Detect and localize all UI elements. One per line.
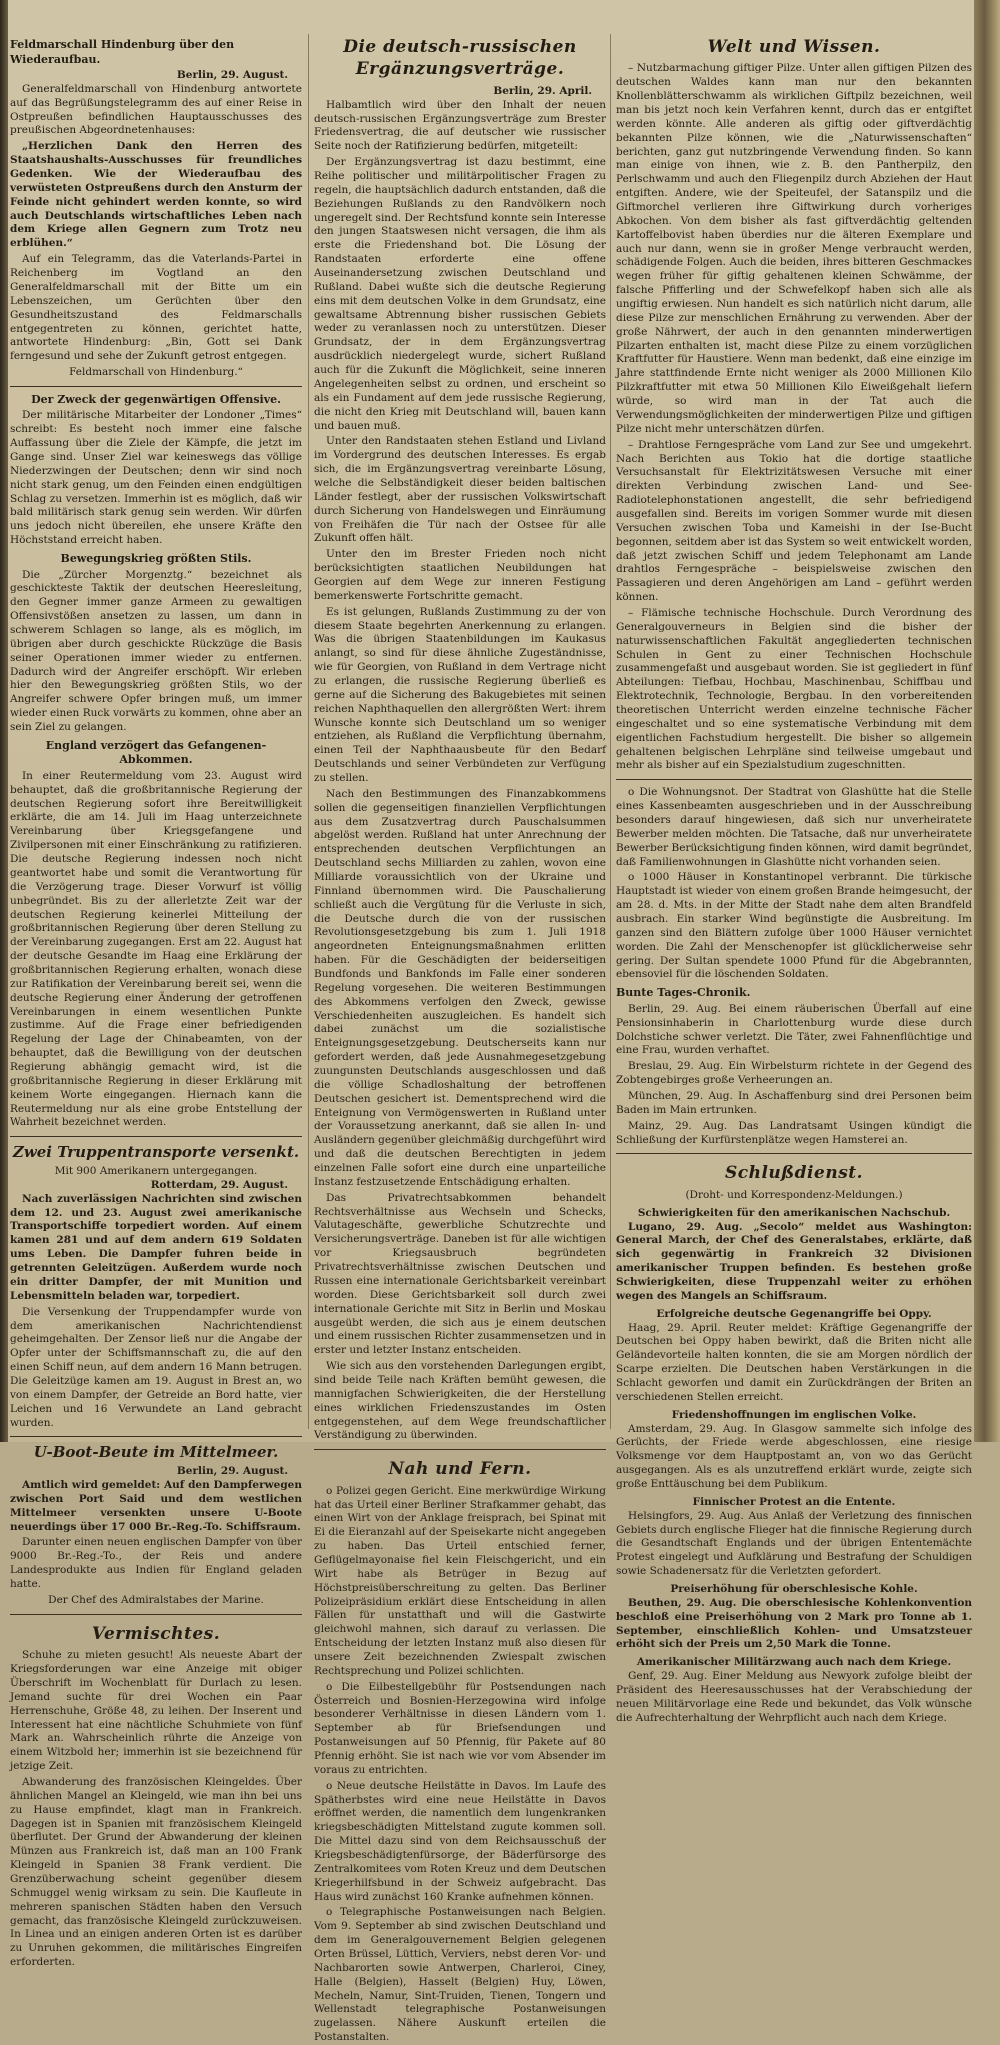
divider: [10, 1436, 302, 1437]
gefangenen-headline: England verzögert das Gefangenen-Abkommen.: [45, 738, 267, 767]
gefangenen-p1: In einer Reutermeldung vom 23. August wird behauptet, daß die großbritannische Regierung der deutschen Regierung sofort ihre Bereitwilligkeit erklärte, die am 14. Juli im Haag unterzeichnete Vereinbarung über Kriegsgefangene und Zivilpersonen mit einer Einschränkung zu ratifizieren. Die deutsche Regierung indessen noch nicht geantwortet habe und somit die Verantwortung für die Verzögerung trage. Dieser Vorwurf ist völlig unbegründet. Bis zu der allerletzte Zeit war der deutschen Regierung keinerlei Mitteilung der großbritannischen Regierung über deren Stellung zu der Vereinbarung zugegangen. Erst am 22. August hat der deutsche Gesandte im Haag eine Erklärung der großbritannischen Regierung erhalten, wonach diese zur Ratifikation der Vereinbarung bereit sei, wenn die deutsche Regierung einer Änderung der getroffenen Vereinbarungen in einem wesentlichen Punkte zustimme. Auf die Frage einer befriedigenden Regelung der Lage der Chinabeamten, von der behauptet, daß die Bewilligung von der deutschen Regierung abhängig gemacht wird, ist die großbritannische Regierung in dieser Erklärung mit keinem Worte eingegangen. Hiernach kann die Reutermeldung nur als eine grobe Entstellung der Wahrheit bezeichnet werden.: [10, 769, 302, 1129]
nahfern-headline: Nah und Fern.: [388, 1459, 532, 1480]
divider: [10, 1136, 302, 1137]
nahfern-p2: o Die Eilbestellgebühr für Postsendungen nach Österreich und Bosnien-Herzegowina wird infolge besonderer Verhältnisse in diesen Ländern vom 1. September ab für Briefsendungen und Postanweisungen auf 50 Pfennig, für Pakete auf 80 Pfennig erhöht. Sie ist nach wie vor vom Absender im voraus zu entrichten.: [314, 1680, 606, 1776]
divider: [10, 386, 302, 387]
hindenburg-dateline: Berlin, 29. August.: [176, 69, 288, 82]
welt-p1: – Nutzbarmachung giftiger Pilze. Unter allen giftigen Pilzen des deutschen Waldes kann man nur den bekannten Knollenblätterschwamm als wirklichen Giftpilz bezeichnen, weil man bis jetzt noch kein Verfahren kennt, durch das er entgiftet werden könnte. Alle anderen als giftig oder giftverdächtig bekannten Pilze können, wie die „Naturwissenschaften“ berichten, ganz gut nutzbringende Verwendung finden. So kann man einige von ihnen, wie z. B. den Pantherpilz, den Perlschwamm und auch den Fliegenpilz durch Abziehen der Haut entgiften. Andere, wie der Speiteufel, der Satanspilz und die Giftmorchel verlieren ihre Giftwirkung durch vorheriges Abkochen. Von dem bisher als fast giftverdächtig geltenden Kartoffelbovist haben überdies nur die älteren Exemplare und auch nur dann, wenn sie in großer Menge verbraucht werden, schädigende Folgen. Auch die beiden, ihres bitteren Geschmackes wegen früher für giftig gehaltenen kleinen Schwämme, der falsche Pfifferling und der Schwefelkopf haben sich alle als ungiftig erwiesen. Nun handelt es sich natürlich nicht darum, alle diese Pilze zur menschlichen Ernährung zu verwenden. Aber der große Nährwert, der auch in den genannten minderwertigen Pilzarten enthalten ist, macht diese Pilze zu einem vorzüglichen Kraftfutter für Haustiere. Wenn man bedenkt, daß eine einzige im Jahre stattfindende Ernte nicht weniger als 2000 Millionen Kilo Pilzkraftfutter mit etwa 50 Millionen Kilo Eiweißgehalt liefern würde, so wird man in der Tat auch die Verwendungsmöglichkeiten der minderwertigen Pilze und giftigen Pilze nicht mehr unterschätzen dürfen.: [616, 62, 972, 435]
wohnung-p2: o 1000 Häuser in Konstantinopel verbrannt. Die türkische Hauptstadt ist wieder von einem großen Brande heimgesucht, der am 28. d. Mts. in der Mitte der Stadt nahe dem alten Brandfeld ausbrach. Ein starker Wind begünstigte die Ausbreitung. Im ganzen sind den Blättern zufolge über 1000 Häuser vernichtet worden. Die Zahl der Menschenopfer ist glücklicherweise sehr gering. Der Sultan spendete 1000 Pfund für die Abgebrannten, ebensoviel für die löschenden Soldaten.: [616, 871, 972, 981]
truppen-p1: Nach zuverlässigen Nachrichten sind zwischen dem 12. und 23. August zwei amerikanische Transportschiffe torpediert worden. Auf einem kamen 281 und auf dem andern 619 Soldaten ums Leben. Die Dampfer fuhren beide in getrennten Geleitzügen. Außerdem wurde noch ein dritter Dampfer, der mit Munition und Lebensmitteln beladen war, torpediert.: [10, 1192, 302, 1302]
vertraege-p8: Wie sich aus den vorstehenden Darlegungen ergibt, sind beide Teile nach Kräften bemüht gewesen, die mannigfachen Schwierigkeiten, die der Herstellung eines wirklichen Friedenszustandes im Osten entgegenstehen, auf dem Wege freundschaftlicher Verständigung zu überwinden.: [314, 1360, 606, 1442]
divider: [616, 779, 972, 780]
welt-p3: – Flämische technische Hochschule. Durch Verordnung des Generalgouverneurs in Belgien sind die bisher der naturwissenschaftlichen Fakultät angegliederten technischen Schulen in Gent zu einer Technischen Hochschule zusammengefaßt und ausgebaut worden. Sie ist gegliedert in fünf Abteilungen: Tiefbau, Hochbau, Maschinenbau, Schiffbau und Elektrotechnik, Technologie, Bergbau. In den vorbereitenden theoretischen Unterricht werden einzelne technische Fächer eingeschaltet und so eine systematische Verbindung mit dem eigentlichen Fachstudium hergestellt. Die bisher so allgemein gehaltenen belgischen Lehrpläne sind teilweise umgebaut und mehr als bisher auf ein Spezialstudium zugeschnitten.: [616, 606, 972, 772]
chronik-p4: Mainz, 29. Aug. Das Landratsamt Usingen kündigt die Schließung der Kurfürstenplätze wegen Hamsterei an.: [616, 1119, 972, 1146]
uboot-p1: Amtlich wird gemeldet: Auf den Dampferwegen zwischen Port Said und dem westlichen Mittelmeer versenkten unsere U-Boote neuerdings über 17 000 Br.-Reg.-To. Schiffsraum.: [10, 1479, 302, 1533]
schluss-p6: Genf, 29. Aug. Einer Meldung aus Newyork zufolge bleibt der Präsident des Heeresausschusses hat der Verabschiedung der neuen Militärvorlage eine Rede und bekundet, das Volk wünsche die Aufrechterhaltung der Wehrpflicht auch nach dem Kriege.: [616, 1670, 972, 1724]
schluss-h2: Erfolgreiche deutsche Gegenangriffe bei Oppy.: [656, 1307, 932, 1320]
vertraege-p4: Unter den im Brester Frieden noch nicht berücksichtigten staatlichen Neubildungen hat Georgien auf dem Wege zur inneren Festigung bemerkenswerte Fortschritte gemacht.: [314, 548, 606, 602]
column-2: [314, 34, 606, 2044]
column-rule-1: [308, 34, 309, 1429]
truppen-headline: Zwei Truppentransporte versenkt.: [12, 1143, 300, 1162]
column-rule-2: [610, 34, 611, 1429]
divider: [314, 1449, 606, 1450]
schluss-p1: Lugano, 29. Aug. „Secolo“ meldet aus Washington: General March, der Chef des Generalstabes, erklärte, daß sich gegenwärtig in Frankreich 32 Divisionen amerikanischer Truppen befinden. Es bestehen große Schwierigkeiten, diese Truppenzahl weiter zu erhöhen wegen des Mangels an Schiffsraum.: [616, 1220, 972, 1302]
column-3: [616, 34, 972, 1724]
bewegungskrieg-p1: Die „Zürcher Morgenztg.“ bezeichnet als geschickteste Taktik der deutschen Heeresleitung, den Gegner immer ganze Armeen zu gewaltigen Offensivstößen ansetzen zu lassen, um dann in schwerem Schlagen so lange, als es möglich, im übrigen aber durch geschickte Rückzüge die Basis seiner Operationen immer wieder zu entfernen. Dadurch wird der Angreifer erschöpft. Wir erleben hier den Bewegungskrieg größten Stils, wo der Angreifer schwere Opfer bringen muß, um immer wieder einen Ruck vorwärts zu kommen, ohne aber an sein Ziel zu gelangen.: [10, 568, 302, 734]
vertraege-headline: Die deutsch-russischen Ergänzungsverträge.: [343, 37, 577, 80]
wohnung-p1: o Die Wohnungsnot. Der Stadtrat von Glashütte hat die Stelle eines Kassenbeamten ausgeschrieben und in der Ausschreibung besonders darauf hingewiesen, daß sich nur unverheiratete Bewerber melden möchten. Die Tatsache, daß nur unverheiratete Bewerber Berücksichtigung finden können, wird damit begründet, daß Familienwohnungen in Glashütte nicht vorhanden seien.: [616, 786, 972, 868]
vermischtes-p1: Schuhe zu mieten gesucht! Als neueste Abart der Kriegsforderungen war eine Anzeige mit obiger Überschrift im Wochenblatt für Durlach zu lesen. Jemand suchte für drei Wochen ein Paar Herrenschuhe, Größe 48, zu leihen. Der Inserent und Interessent hat eine nächtliche Schuhmiete von fünf Mark an. Wahrscheinlich rührte die Anzeige von einem Witzbold her; immerhin ist sie bezeichnend für jetzige Zeit.: [10, 1649, 302, 1773]
schluss-h6: Amerikanischer Militärzwang auch nach dem Kriege.: [636, 1656, 952, 1669]
nahfern-p4: o Telegraphische Postanweisungen nach Belgien. Vom 9. September ab sind zwischen Deutschland und dem im Generalgouvernement Belgien gelegenen Orten Brüssel, Lüttich, Verviers, nebst deren Vor- und Nachbarorten sowie Antwerpen, Charleroi, Ciney, Halle (Belgien), Hasselt (Belgien) Huy, Löwen, Mecheln, Namur, Sint-Truiden, Tienen, Tongern und Wellenstadt telegraphische Postanweisungen zugelassen. Nähere Auskunft erteilen die Postanstalten.: [314, 1906, 606, 2044]
column-1: [10, 34, 302, 1969]
truppen-subheadline: Mit 900 Amerikanern untergegangen.: [54, 1165, 258, 1178]
schluss-p3: Amsterdam, 29. Aug. In Glasgow sammelte sich infolge des Gerüchts, der Friede werde abgeschlossen, eine riesige Volksmenge vor dem Hauptpostamt an, von wo das Gerücht ausgegangen. Als es als unzutreffend erklärt wurde, zeigte sich große Enttäuschung bei dem Publikum.: [616, 1422, 972, 1491]
vertraege-p2: Der Ergänzungsvertrag ist dazu bestimmt, eine Reihe politischer und militärpolitischer Fragen zu regeln, die hauptsächlich dadurch entstanden, daß die Beziehungen Rußlands zu den Randvölkern noch ungeregelt sind. Der Rechtsfund konnte sein Interesse den jungen Staatswesen nicht versagen, die ihm als erste die Friedenshand bot. Die Lösung der Randstaaten erforderte eine offene Auseinandersetzung zwischen Deutschland und Rußland. Dabei wußte sich die deutsche Regierung eins mit dem deutschen Volke in dem Grundsatz, eine gewaltsame Abtrennung bisher russischen Gebiets weder zu veranlassen noch zu unterstützen. Dieser Grundsatz, der in dem Ergänzungsvertrag ausdrücklich niedergelegt wurde, sichert Rußland auch für die Zukunft die Möglichkeit, seine inneren Angelegenheiten selbst zu ordnen, und erscheint so als ein Fundament auf dem jede russische Regierung, die nicht den Krieg mit Deutschland will, bauen kann und bauen muß.: [314, 156, 606, 432]
page-right-edge: [974, 0, 1000, 1442]
offensive-p1: Der militärische Mitarbeiter der Londoner „Times“ schreibt: Es besteht noch immer eine falsche Auffassung über die Ziele der Kämpfe, die jetzt im Gange sind. Unser Ziel war keineswegs das völlige Niederzwingen der Deutschen; denn wir sind noch nicht stark genug, um den Feinden einen endgültigen Schlag zu versetzen. Immerhin ist es möglich, daß wir bald militärisch stark genug sein werden. Wir dürfen uns jedoch nicht übereilen, ehe unsere Kräfte den Höchststand erreicht haben.: [10, 409, 302, 547]
vermischtes-headline: Vermischtes.: [91, 1623, 221, 1644]
schluss-h4: Finnischer Protest an die Entente.: [692, 1495, 896, 1508]
uboot-p2: Darunter einen neuen englischen Dampfer von über 9000 Br.-Reg.-To., der Reis und andere Landesprodukte aus Indien für England geladen hatte.: [10, 1536, 302, 1591]
hindenburg-p2: „Herzlichen Dank den Herren des Staatshaushalts-Ausschusses für freundliches Gedenken. Wie der Wiederaufbau des verwüsteten Ostpreußens durch den Ansturm der Feinde nicht gehindert werden konnte, so wird auch Deutschlands wirtschaftliches Leben nach dem Kriege allen Gegnern zum Trotz neu erblühen.“: [10, 140, 302, 250]
chronik-p2: Breslau, 29. Aug. Ein Wirbelsturm richtete in der Gegend des Zobtengebirges große Verheerungen an.: [616, 1060, 972, 1087]
bewegungskrieg-headline: Bewegungskrieg größten Stils.: [60, 552, 252, 566]
truppen-dateline: Rotterdam, 29. August.: [150, 1178, 288, 1191]
schluss-h5: Preiserhöhung für oberschlesische Kohle.: [670, 1583, 918, 1596]
page-left-edge: [0, 0, 8, 1442]
uboot-signature: Der Chef des Admiralstabes der Marine.: [48, 1593, 264, 1606]
vertraege-p3: Unter den Randstaaten stehen Estland und Livland im Vordergrund des deutschen Interesses. Es ergab sich, die im Ergänzungsvertrag vereinbarte Lösung, welche die Selbständigkeit dieser beiden baltischen Länder festlegt, aber der russischen Volkswirtschaft durch Sicherung von Handelswegen und Einräumung von Freihäfen die Tür nach der Ostsee für alle Zukunft offen hält.: [314, 435, 606, 545]
vertraege-p5: Es ist gelungen, Rußlands Zustimmung zu der von diesem Staate begehrten Anerkennung zu erlangen. Was die übrigen Staatenbildungen im Kaukasus anlangt, so sind für diese ähnliche Zugeständnisse, wie für Georgien, von Rußland in dem Vertrage nicht zu erlangen, die russische Regierung überließ es gerne auf die Sicherung des Bakugebietes mit seinen reichen Naphthaquellen den allergrößten Wert: ihrem Wunsche konnte sich Deutschland um so weniger entziehen, als Rußland die Verpflichtung übernahm, einen Teil der Naphthaausbeute für den Bedarf Deutschlands und seiner Verbündeten zur Verfügung zu stellen.: [314, 605, 606, 784]
welt-p2: – Drahtlose Ferngespräche vom Land zur See und umgekehrt. Nach Berichten aus Tokio hat die dortige staatliche Versuchsanstalt für Elektrizitätswesen Versuche mit einer direkten Verbindung zwischen Land- und See-Radiotelephonstationen angestellt, die sehr befriedigend ausgefallen sind. Bereits im vorigen Sommer wurde mit diesen Versuchen zwischen Toba und Kameishi in der Ise-Bucht begonnen, seitdem aber ist das System so weit entwickelt worden, daß jetzt zwischen Schiff und jedem Telephonamt am Lande drahtlos Ferngespräche – beispielsweise zwischen den Passagieren und deren Angehörigen am Land – geführt werden können.: [616, 438, 972, 604]
hindenburg-p3: Auf ein Telegramm, das die Vaterlands-Partei in Reichenberg im Vogtland an den Generalfeldmarschall mit der Bitte um ein Lebenszeichen, um Gerüchten über den Gesundheitszustand des Feldmarschalls entgegentreten zu können, gerichtet hatte, antwortete Hindenburg: „Bin, Gott sei Dank ferngesund und sehe der Zukunft getrost entgegen.: [10, 253, 302, 363]
divider: [10, 1614, 302, 1615]
schluss-h3: Friedenshoffnungen im englischen Volke.: [671, 1408, 917, 1421]
welt-headline: Welt und Wissen.: [707, 37, 881, 57]
uboot-dateline: Berlin, 29. August.: [176, 1465, 288, 1478]
schluss-h1: Schwierigkeiten für den amerikanischen Nachschub.: [637, 1206, 951, 1219]
vertraege-p1: Halbamtlich wird über den Inhalt der neuen deutsch-russischen Ergänzungsverträge zum Brester Friedensvertrag, die auf deutscher wie russischer Seite noch der Ratifizierung bedürfen, mitgeteilt:: [314, 98, 606, 153]
vertraege-p7: Das Privatrechtsabkommen behandelt Rechtsverhältnisse aus Wechseln und Schecks, Valutageschäfte, gewerbliche Schutzrechte und Versicherungsverträge. Daneben ist für alle wichtigen vor Kriegsausbruch begründeten Privatrechtsverhältnisse zwischen Deutschen und Russen eine internationale Gerichtsbarkeit vereinbart worden. Diese Gerichtsbarkeit soll durch zwei internationale Gerichte mit Sitz in Berlin und Moskau ausgeübt werden, die sich aus je einem deutschen und einem russischen Richter zusammensetzen und in erster und letzter Instanz entscheiden.: [314, 1191, 606, 1357]
vermischtes-p2: Abwanderung des französischen Kleingeldes. Über ähnlichen Mangel an Kleingeld, wie man ihn bei uns zu Hause empfindet, klagt man in Frankreich. Dagegen ist in Spanien mit französischem Kleingeld überflutet. Der Grund der Abwanderung der kleinen Münzen aus Frankreich ist, daß man an 100 Frank Kleingeld in Spanien 38 Frank verdient. Die Grenzüberwachung scheint gegenüber diesem Schmuggel wenig wirksam zu sein. Die Kaufleute in mehreren spanischen Städten haben den Versuch gemacht, das französische Kleingeld zurückzuweisen. In Linea und an einigen anderen Orten ist es darüber zu Unruhen gekommen, die militärisches Eingreifen erforderten.: [10, 1775, 302, 1969]
vertraege-dateline: Berlin, 29. April.: [493, 84, 592, 97]
schluss-p5: Beuthen, 29. Aug. Die oberschlesische Kohlenkonvention beschloß eine Preiserhöhung von 2 Mark pro Tonne ab 1. September, einschließlich Kohlen- und Umsatzsteuer erhöht sich der Preis um 2,50 Mark die Tonne.: [616, 1596, 972, 1651]
schluss-headline: Schlußdienst.: [724, 1163, 864, 1184]
nahfern-p3: o Neue deutsche Heilstätte in Davos. Im Laufe des Spätherbstes wird eine neue Heilstätte in Davos eröffnet werden, die namentlich dem lungenkranken kriegsbeschädigten Mittelstand zugute kommen soll. Die Mittel dazu sind von dem Reichsausschuß der Kriegsbeschädigtenfürsorge, der Bäderfürsorge des Zentralkomitees vom Roten Kreuz und dem Deutschen Kriegerhilfsbund in der Schweiz aufgebracht. Das Haus wird zunächst 160 Kranke aufnehmen können.: [314, 1779, 606, 1903]
hindenburg-p1: Generalfeldmarschall von Hindenburg antwortete auf das Begrüßungstelegramm des auf einer Reise in Ostpreußen befindlichen Hauptausschusses des preußischen Abgeordnetenhauses:: [10, 82, 302, 137]
uboot-headline: U-Boot-Beute im Mittelmeer.: [33, 1443, 279, 1462]
hindenburg-signature: Feldmarschall von Hindenburg.“: [69, 366, 243, 379]
vertraege-p6: Nach den Bestimmungen des Finanzabkommens sollen die gegenseitigen finanziellen Verpflichtungen aus dem Zusatzvertrag durch Pauschalsummen abgelöst werden. Rußland hat unter Anrechnung der entsprechenden deutschen Verpflichtungen an Deutschland sechs Milliarden zu zahlen, wovon eine Milliarde voraussichtlich von der Ukraine und Finnland übernommen wird. Die Pauschalierung schließt auch die Vergütung für die Verluste in sich, die Deutsche durch die von der russischen Revolutionsgesetzgebung bis zum 1. Juli 1918 angeordneten Enteignungsmaßnahmen erlitten haben. Für die Geschädigten der beiderseitigen Bundfonds und Bankfonds im Falle einer sonderen Regelung vorgesehen. Die weiteren Bestimmungen des Abkommens verfolgen den Zweck, gewisse Verschiedenheiten auszugleichen. Es handelt sich dabei zunächst um die sozialistische Enteignungsgesetzgebung. Deutscherseits kann nur gefordert werden, daß jede Ausnahmegesetzgebung zuungunsten Deutschlands ausgeschlossen und daß die völlige Schadloshaltung der betroffenen Deutschen gesichert ist. Dementsprechend wird die Enteignung von Vermögenswerten in Rußland unter der Voraussetzung anerkannt, daß sie allen In- und Ausländern gegenüber gleichmäßig durchgeführt wird und daß die deutschen Berechtigten in jedem einzelnen Falle sofort eine durch eine unparteiliche Instanz festzusetzende Entschädigung erhalten.: [314, 787, 606, 1188]
hindenburg-headline: Feldmarschall Hindenburg über den Wiederaufbau.: [10, 38, 235, 66]
divider: [616, 1153, 972, 1154]
chronik-p1: Berlin, 29. Aug. Bei einem räuberischen Überfall auf eine Pensionsinhaberin in Charlottenburg wurde diese durch Dolchstiche schwer verletzt. Die Täter, zwei Fahnenflüchtige und eine Frau, wurden verhaftet.: [616, 1002, 972, 1057]
offensive-headline: Der Zweck der gegenwärtigen Offensive.: [31, 392, 281, 406]
chronik-headline: Bunte Tages-Chronik.: [616, 986, 751, 1000]
nahfern-p1: o Polizei gegen Gericht. Eine merkwürdige Wirkung hat das Urteil einer Berliner Strafkammer gehabt, das einen Wirt von der Anklage freisprach, bei Spinat mit Ei die Eieranzahl auf der Speisekarte nicht angegeben zu haben. Das Urteil entschied ferner, Geflügelmayonaise fiel kein Fleischgericht, und ein Wirt habe als Betrüger in Bezug auf Höchstpreisüberschreitung zu gelten. Das Berliner Polizeipräsidium erklärt diese Entscheidung in allen Fällen für unstatthaft und will die Gastwirte gleichwohl mahnen, sich darauf zu verlassen. Die Entscheidung der letzten Instanz muß also diesen für unsere Zeit bezeichnenden Zwiespalt zwischen Rechtsprechung und Polizei schlichten.: [314, 1484, 606, 1677]
schluss-subheadline: (Droht- und Korrespondenz-Meldungen.): [685, 1188, 903, 1201]
schluss-p4: Helsingfors, 29. Aug. Aus Anlaß der Verletzung des finnischen Gebiets durch englische Flieger hat die finnische Regierung durch die Gesandtschaft Englands und der übrigen Ententemächte Protest eingelegt und Aufklärung und Bestrafung der Schuldigen sowie Schadenersatz für die Verletzten gefordert.: [616, 1509, 972, 1578]
chronik-p3: München, 29. Aug. In Aschaffenburg sind drei Personen beim Baden im Main ertrunken.: [616, 1089, 972, 1116]
schluss-p2: Haag, 29. April. Reuter meldet: Kräftige Gegenangriffe der Deutschen bei Oppy haben bewirkt, daß die Briten nicht alle Geländevorteile halten konnten, die sie am Morgen nördlich der Scarpe erzielten. Die Deutschen haben Verstärkungen in die Schlacht geworfen und damit ein Zurückdrängen der Briten an verschiedenen Stellen erreicht.: [616, 1321, 972, 1403]
truppen-p2: Die Versenkung der Truppendampfer wurde von dem amerikanischen Nachrichtendienst geheimgehalten. Der Zensor ließ nur die Angabe der Opfer unter der Schiffsmannschaft zu, die auf den einen Schiff neun, auf dem andern 16 Mann betrugen. Die Geleitzüge kamen am 19. August in Brest an, wo von einem Dampfer, der Getreide an Bord hatte, vier Leichen und 16 Verwundete an Land gebracht wurden.: [10, 1305, 302, 1429]
